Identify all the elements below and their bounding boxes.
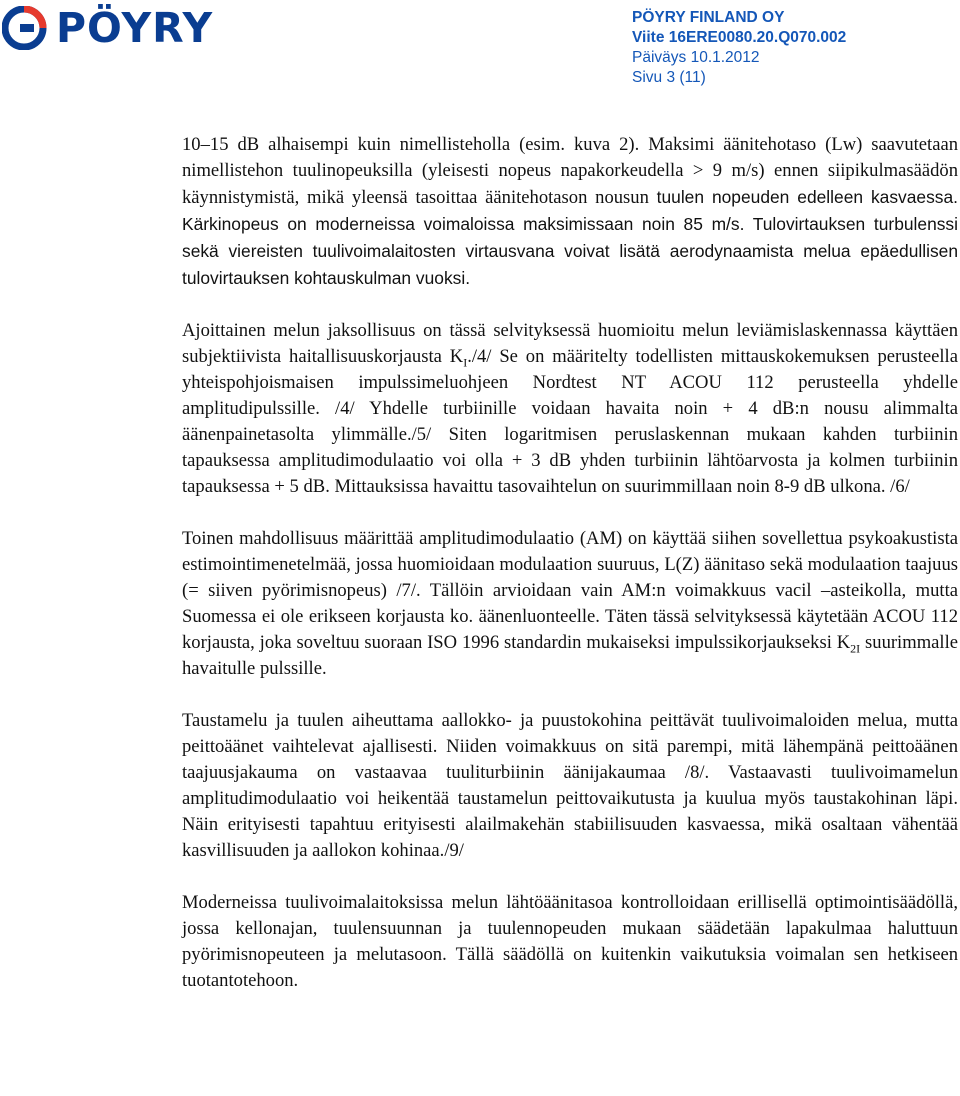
document-reference: Viite 16ERE0080.20.Q070.002	[632, 29, 847, 46]
paragraph-3-part-b: suurimmalle havaitulle pulssille.	[182, 632, 958, 679]
paragraph-1-part-b: tuulen nopeuden edelleen kasvaessa. Kärkinopeus on moderneissa voimaloissa maksimissaan noin 85 m/s. Tulovirtauksen turbulenssi sekä viereisten tuulivoimalaitosten virtausvana voivat lisätä aerodynaamista melua epäedullisen tulovirtauksen kohtauskulman vuoksi.	[182, 187, 958, 288]
paragraph-2	[182, 318, 958, 500]
logo-emblem-icon	[2, 6, 50, 50]
paragraph-2-part-b: ./4/ Se on määritelty todellisten mittauskokemuksen perusteella yhteispohjoismaisen impulssimeluohjeen Nordtest NT ACOU 112 perusteella yhdelle amplitudipulssille. /4/ Yhdelle turbiinille voidaan havaita noin + 4 dB:n nousu alimmalta äänenpainetasolta ylimmälle./5/ Siten logaritmisen peruslaskennan mukaan kahden turbiinin tapauksessa amplitudimodulaatio voi olla + 3 dB yhden turbiinin lähtöarvosta ja kolmen turbiinin tapauksessa + 5 dB. Mittauksissa havaittu tasovaihtelun on suurimmillaan noin 8-9 dB ulkona. /6/	[182, 346, 958, 497]
page-number: Sivu 3 (11)	[632, 69, 706, 86]
paragraph-1-part-a: 10–15 dB alhaisempi kuin nimellisteholla (esim. kuva 2). Maksimi äänitehotaso (Lw) saavutetaan nimellistehon tuulinopeuksilla (yleisesti nopeus napakorkeudella > 9 m/s) ennen siipikulmasäädön käynnistymistä, mikä yleensä tasoittaa äänitehotason nousun	[182, 134, 958, 208]
logo-wordmark: PÖYRY	[56, 4, 214, 52]
paragraph-3-part-a: Toinen mahdollisuus määrittää amplitudimodulaatio (AM) on käyttää siihen sovellettua psykoakustista estimointimenetelmää, jossa huomioidaan modulaation suuruus, L(Z) äänitaso sekä modulaation taajuus (= siiven pyörimisnopeus) /7/. Tällöin arvioidaan vain AM:n voimakkuus vacil –asteikolla, mutta Suomessa ei ole erikseen korjausta ko. äänenluonteelle. Täten tässä selvityksessä käytetään ACOU 112 korjausta, joka soveltuu suoraan ISO 1996 standardin mukaiseksi impulssikorjaukseksi K	[182, 528, 958, 653]
paragraph-1	[182, 132, 958, 292]
document-header-info	[632, 8, 846, 88]
company-name: PÖYRY FINLAND OY	[632, 9, 785, 26]
company-logo	[2, 6, 213, 50]
paragraph-3-subscript: 2I	[850, 641, 861, 656]
paragraph-3	[182, 526, 958, 682]
paragraph-5: Moderneissa tuulivoimalaitoksissa melun lähtöäänitasoa kontrolloidaan erillisellä optimointisäädöllä, jossa kellonajan, tuulensuunnan ja tuulennopeuden mukaan säädetään lapakulmaa haluttuun pyörimisnopeuteen ja melutasoon. Tällä säädöllä on kuitenkin vaikutuksia voimalan sen hetkiseen tuotantotehoon.	[182, 892, 958, 991]
paragraph-2-part-a: Ajoittainen melun jaksollisuus on tässä selvityksessä huomioitu melun leviämislaskennassa käyttäen subjektiivista haitallisuuskorjausta K	[182, 320, 958, 367]
document-body	[182, 132, 958, 1020]
paragraph-2-subscript: I	[463, 355, 468, 370]
document-date: Päiväys 10.1.2012	[632, 49, 760, 66]
paragraph-4: Taustamelu ja tuulen aiheuttama aallokko- ja puustokohina peittävät tuulivoimaloiden melua, mutta peittoäänet vaihtelevat ajallisesti. Niiden voimakkuus on sitä parempi, mitä lähempänä peittoäänen taajuusjakauma on vastaavaa tuuliturbiinin äänijakaumaa /8/. Vastaavasti tuulivoimamelun amplitudimodulaatio voi heikentää taustamelun peittovaikutusta ja kuulua myös taustakohinan läpi. Näin erityisesti tapahtuu erityisesti alailmakehän stabiilisuuden kasvaessa, mikä osaltaan vähentää kasvillisuuden ja aallokon kohinaa./9/	[182, 710, 958, 861]
